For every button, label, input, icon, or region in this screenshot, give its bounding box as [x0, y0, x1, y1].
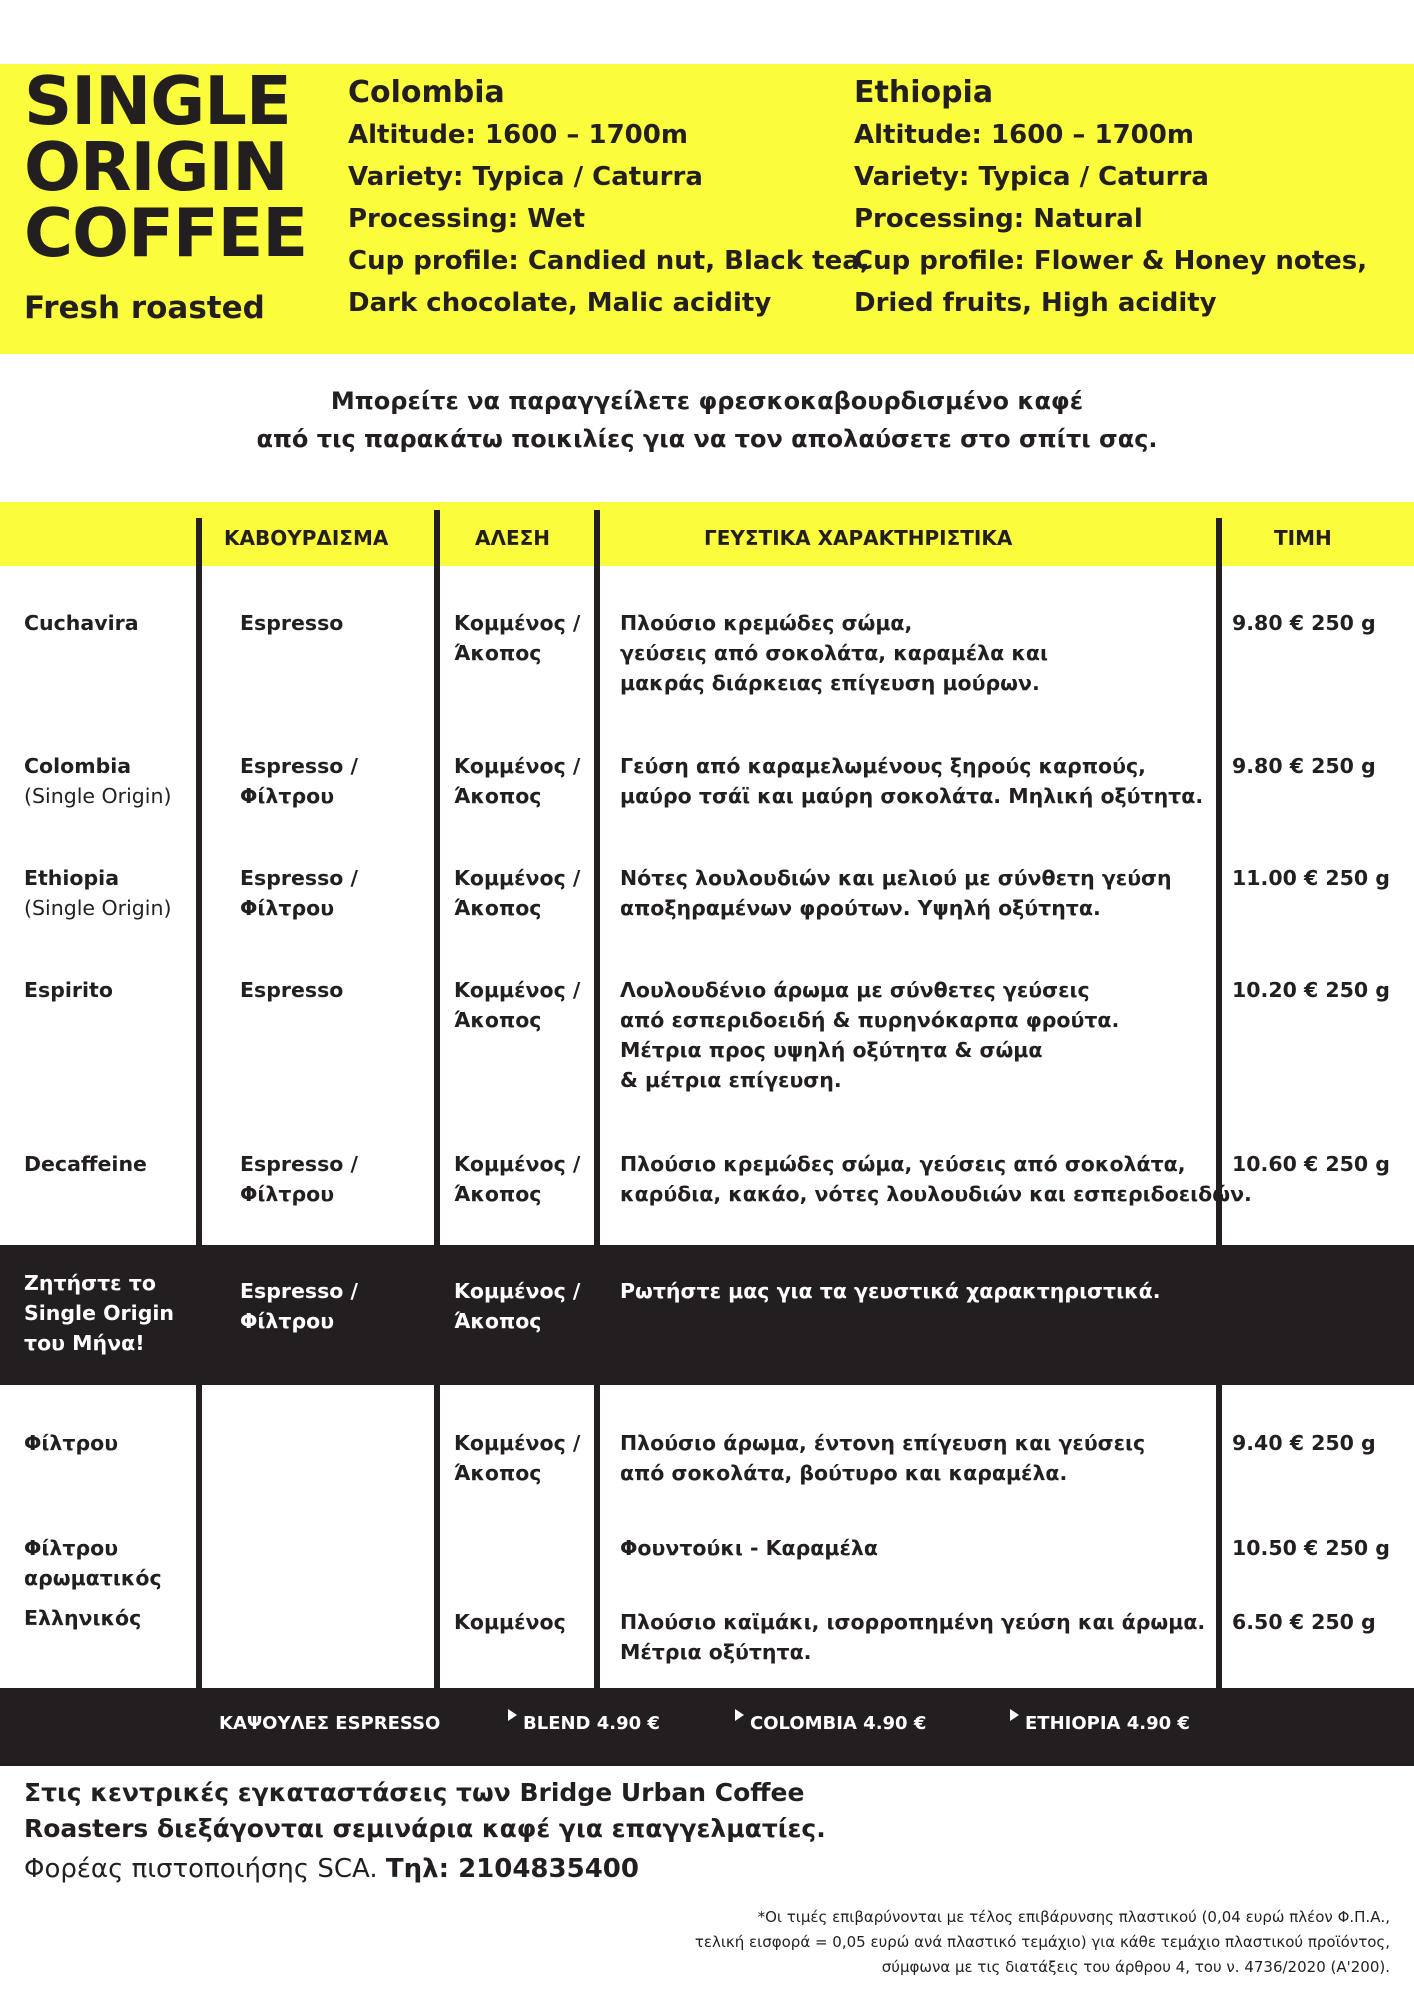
- roast-line: Φίλτρου: [240, 1182, 335, 1206]
- coffee-name-line: αρωματικός: [24, 1566, 162, 1590]
- coffee-name: Espirito: [24, 978, 113, 1002]
- taste-notes: Ρωτήστε μας για τα γευστικά χαρακτηριστικά.: [620, 1279, 1161, 1303]
- roast-type: [240, 751, 358, 811]
- capsule-item-label: BLEND 4.90 €: [523, 1713, 660, 1734]
- intro-line-1: Μπορείτε να παραγγείλετε φρεσκοκαβουρδισμένο καφέ: [330, 387, 1084, 415]
- column-divider: [1216, 1385, 1222, 1688]
- grind-line: Άκοπος: [454, 1182, 542, 1206]
- capsule-item: [508, 1713, 660, 1734]
- coffee-name: [24, 1533, 162, 1593]
- grind-type: [454, 1428, 580, 1488]
- title-line-1: SINGLE: [24, 62, 291, 140]
- price: 9.40 € 250 g: [1232, 1431, 1376, 1455]
- seminars-line-1: Στις κεντρικές εγκαταστάσεις των Bridge Urban Coffee: [24, 1778, 805, 1807]
- capsule-item: [1010, 1713, 1190, 1734]
- roast-type: [240, 1276, 358, 1336]
- taste-line: Πλούσιο καϊμάκι, ισορροπημένη γεύση και άρωμα.: [620, 1610, 1206, 1634]
- origin-processing: Processing: Wet: [348, 204, 586, 234]
- grind-type: [454, 1276, 580, 1336]
- taste-line: γεύσεις από σοκολάτα, καραμέλα και: [620, 641, 1048, 665]
- coffee-name-text: Colombia: [24, 754, 132, 778]
- flag-icon: [735, 1709, 744, 1721]
- roast-line: Φίλτρου: [240, 896, 335, 920]
- note-line: τελική εισφορά = 0,05 ευρώ ανά πλαστικό τεμάχιο) για κάθε τεμάχιο πλαστικού προϊόντος,: [694, 1933, 1390, 1951]
- coffee-name-text: Ethiopia: [24, 866, 120, 890]
- taste-line: Πλούσιο κρεμώδες σώμα,: [620, 611, 913, 635]
- taste-line: Μέτρια προς υψηλή οξύτητα & σώμα: [620, 1038, 1043, 1062]
- roast-line: Espresso /: [240, 866, 359, 890]
- column-header-roast: ΚΑΒΟΥΡΔΙΣΜΑ: [224, 526, 389, 550]
- grind-line: Άκοπος: [454, 784, 542, 808]
- note-line: *Οι τιμές επιβαρύνονται με τέλος επιβάρυνσης πλαστικού (0,04 ευρώ πλέον Φ.Π.Α.,: [757, 1908, 1390, 1926]
- column-header-taste: ΓΕΥΣΤΙΚΑ ΧΑΡΑΚΤΗΡΙΣΤΙΚΑ: [704, 526, 1013, 550]
- grind-line: Άκοπος: [454, 1309, 542, 1333]
- origin-processing: Processing: Natural: [854, 204, 1143, 234]
- capsules-label: ΚΑΨΟΥΛΕΣ ESPRESSO: [219, 1713, 441, 1734]
- title-line-3: COFFEE: [24, 194, 308, 272]
- taste-line: μαύρο τσάϊ και μαύρη σοκολάτα. Μηλική οξύτητα.: [620, 784, 1204, 808]
- special-row-band: [0, 1245, 1414, 1385]
- taste-notes: [620, 751, 1203, 811]
- grind-line: Άκοπος: [454, 896, 542, 920]
- grind-line: Κομμένος /: [454, 978, 581, 1002]
- taste-notes: [620, 1149, 1252, 1209]
- taste-notes: [620, 1607, 1205, 1667]
- taste-notes: [620, 608, 1048, 698]
- page-title: [24, 62, 344, 272]
- price: 11.00 € 250 g: [1232, 866, 1390, 890]
- origin-cup-profile: Cup profile: Flower & Honey notes,: [854, 246, 1368, 276]
- roast-type: [240, 1149, 358, 1209]
- roast-line: Φίλτρου: [240, 784, 335, 808]
- grind-type: Κομμένος: [454, 1610, 566, 1634]
- coffee-name-line: Ζητήστε το: [24, 1271, 156, 1295]
- origin-name: Colombia: [348, 75, 505, 110]
- coffee-name-line: Φίλτρου: [24, 1536, 119, 1560]
- taste-line: μακράς διάρκειας επίγευση μούρων.: [620, 671, 1040, 695]
- roast-type: Espresso: [240, 978, 344, 1002]
- taste-notes: Φουντούκι - Καραμέλα: [620, 1536, 878, 1560]
- taste-notes: [620, 1428, 1145, 1488]
- taste-notes: [620, 975, 1119, 1095]
- price: 10.20 € 250 g: [1232, 978, 1390, 1002]
- intro-line-2: από τις παρακάτω ποικιλίες για να τον απολαύσετε στο σπίτι σας.: [256, 425, 1158, 453]
- taste-line: Πλούσιο κρεμώδες σώμα, γεύσεις από σοκολάτα,: [620, 1152, 1186, 1176]
- origin-ethiopia-info: [854, 72, 1394, 324]
- taste-line: Γεύση από καραμελωμένους ξηρούς καρπούς,: [620, 754, 1146, 778]
- column-divider: [196, 1385, 202, 1688]
- roast-type: [240, 863, 358, 923]
- seminars-line-2: Roasters διεξάγονται σεμινάρια καφέ για επαγγελματίες.: [24, 1814, 826, 1843]
- coffee-name: Cuchavira: [24, 611, 139, 635]
- column-header-grind: ΑΛΕΣΗ: [475, 526, 551, 550]
- origin-variety: Variety: Typica / Caturra: [348, 162, 703, 192]
- grind-line: Άκοπος: [454, 641, 542, 665]
- flag-icon: [1010, 1709, 1019, 1721]
- coffee-name-line: Single Origin: [24, 1301, 174, 1325]
- origin-variety: Variety: Typica / Caturra: [854, 162, 1209, 192]
- origin-colombia-info: [348, 72, 870, 324]
- taste-notes: [620, 863, 1172, 923]
- column-divider: [434, 510, 440, 1245]
- grind-line: Κομμένος /: [454, 866, 581, 890]
- origin-altitude: Altitude: 1600 – 1700m: [348, 120, 688, 150]
- taste-line: Λουλουδένιο άρωμα με σύνθετες γεύσεις: [620, 978, 1090, 1002]
- roast-line: Φίλτρου: [240, 1309, 335, 1333]
- coffee-name: Decaffeine: [24, 1152, 147, 1176]
- sca-contact: [24, 1854, 639, 1884]
- origin-cup-profile-cont: Dried fruits, High acidity: [854, 288, 1217, 318]
- price: 6.50 € 250 g: [1232, 1610, 1376, 1634]
- flag-icon: [508, 1709, 517, 1721]
- coffee-name-sub: (Single Origin): [24, 896, 172, 920]
- coffee-name-line: του Μήνα!: [24, 1331, 145, 1355]
- grind-type: [454, 608, 580, 668]
- coffee-name: Φίλτρου: [24, 1431, 119, 1455]
- taste-line: & μέτρια επίγευση.: [620, 1068, 842, 1092]
- price: 10.60 € 250 g: [1232, 1152, 1390, 1176]
- subtitle: Fresh roasted: [24, 290, 265, 326]
- capsule-item-label: COLOMBIA 4.90 €: [750, 1713, 927, 1734]
- capsule-item-label: ETHIOPIA 4.90 €: [1025, 1713, 1190, 1734]
- column-header-price: ΤΙΜΗ: [1274, 526, 1332, 550]
- coffee-name: [24, 863, 172, 923]
- grind-type: [454, 975, 580, 1035]
- grind-line: Κομμένος /: [454, 611, 581, 635]
- grind-type: [454, 751, 580, 811]
- title-line-2: ORIGIN: [24, 128, 288, 206]
- taste-line: αποξηραμένων φρούτων. Υψηλή οξύτητα.: [620, 896, 1101, 920]
- taste-line: από σοκολάτα, βούτυρο και καραμέλα.: [620, 1461, 1068, 1485]
- seminars-notice: [24, 1775, 826, 1847]
- phone-number: Τηλ: 2104835400: [385, 1854, 639, 1884]
- capsule-item: [735, 1713, 926, 1734]
- coffee-name: [24, 751, 172, 811]
- column-divider: [196, 518, 202, 1245]
- intro-text: [0, 382, 1414, 458]
- grind-line: Κομμένος /: [454, 754, 581, 778]
- roast-line: Espresso /: [240, 1279, 359, 1303]
- roast-line: Espresso /: [240, 1152, 359, 1176]
- grind-type: [454, 863, 580, 923]
- origin-cup-profile-cont: Dark chocolate, Malic acidity: [348, 288, 772, 318]
- taste-line: από εσπεριδοειδή & πυρηνόκαρπα φρούτα.: [620, 1008, 1120, 1032]
- grind-line: Κομμένος /: [454, 1279, 581, 1303]
- grind-line: Κομμένος /: [454, 1152, 581, 1176]
- grind-type: [454, 1149, 580, 1209]
- plastic-fee-note: [390, 1905, 1390, 1980]
- taste-line: Πλούσιο άρωμα, έντονη επίγευση και γεύσεις: [620, 1431, 1146, 1455]
- column-divider: [594, 510, 600, 1245]
- roast-type: Espresso: [240, 611, 344, 635]
- grind-line: Άκοπος: [454, 1008, 542, 1032]
- column-divider: [1216, 518, 1222, 1245]
- column-divider: [434, 1385, 440, 1688]
- origin-name: Ethiopia: [854, 75, 994, 110]
- grind-line: Άκοπος: [454, 1461, 542, 1485]
- taste-line: Μέτρια οξύτητα.: [620, 1640, 812, 1664]
- price: 9.80 € 250 g: [1232, 611, 1376, 635]
- price: 10.50 € 250 g: [1232, 1536, 1390, 1560]
- origin-cup-profile: Cup profile: Candied nut, Black tea,: [348, 246, 870, 276]
- note-line: σύμφωνα με τις διατάξεις του άρθρου 4, του ν. 4736/2020 (Α'200).: [881, 1958, 1390, 1976]
- taste-line: Νότες λουλουδιών και μελιού με σύνθετη γεύση: [620, 866, 1172, 890]
- origin-altitude: Altitude: 1600 – 1700m: [854, 120, 1194, 150]
- grind-line: Κομμένος /: [454, 1431, 581, 1455]
- sca-label: Φορέας πιστοποιήσης SCA.: [24, 1854, 378, 1884]
- coffee-name: Ελληνικός: [24, 1606, 142, 1630]
- coffee-name: [24, 1268, 174, 1358]
- price: 9.80 € 250 g: [1232, 754, 1376, 778]
- roast-line: Espresso /: [240, 754, 359, 778]
- capsules-band: [0, 1688, 1414, 1766]
- taste-line: καρύδια, κακάο, νότες λουλουδιών και εσπεριδοειδών.: [620, 1182, 1252, 1206]
- coffee-name-sub: (Single Origin): [24, 784, 172, 808]
- column-divider: [594, 1385, 600, 1688]
